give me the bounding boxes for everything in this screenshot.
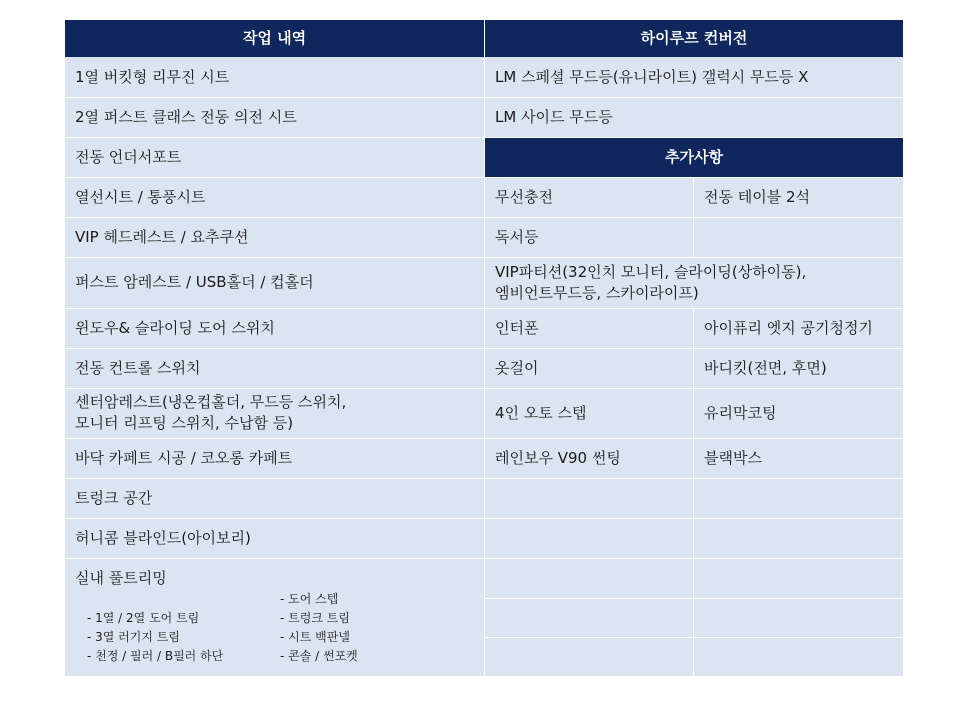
extra-item: 인터폰 <box>495 318 539 337</box>
extra-item: 레인보우 V90 썬팅 <box>495 448 621 467</box>
header-hiroof-conversion: 하이루프 컨버전 <box>485 20 903 57</box>
left-item: 센터암레스트(냉온컵홀더, 무드등 스위치, 모니터 리프팅 스위치, 수납함 등) <box>75 393 347 432</box>
extra-item: 독서등 <box>495 227 539 246</box>
extra-item <box>694 217 903 257</box>
trim-sub-item: - 도어 스텝 <box>280 592 339 606</box>
left-item: 바닥 카페트 시공 / 코오롱 카페트 <box>75 448 293 467</box>
extra-item: 전동 테이블 2석 <box>704 187 811 206</box>
extra-item-wide: VIP파티션(32인치 모니터, 슬라이딩(상하이동), 엠비언트무드등, 스카이라이프) <box>495 262 807 302</box>
left-item: VIP 헤드레스트 / 요추쿠션 <box>75 227 249 246</box>
extra-item: 4인 오토 스텝 <box>495 403 587 422</box>
extra-item: 무선충전 <box>495 187 553 206</box>
trim-sub-item: - 트렁크 트림 <box>280 611 350 625</box>
extra-item: 블랙박스 <box>704 448 762 467</box>
left-item-trim: 실내 풀트리밍 <box>75 568 167 587</box>
trim-sub-item: - 콘솔 / 썬포켓 <box>280 649 358 663</box>
hiroof-item: LM 스페셜 무드등(유니라이트) 갤럭시 무드등 X <box>495 67 809 86</box>
left-item: 전동 컨트롤 스위치 <box>75 358 201 377</box>
left-item: 2열 퍼스트 클래스 전동 의전 시트 <box>75 107 297 126</box>
left-item: 1열 버킷형 리무진 시트 <box>75 67 230 86</box>
left-item: 열선시트 / 통풍시트 <box>75 187 206 206</box>
left-item: 전동 언더서포트 <box>75 147 182 166</box>
trim-sub-item: - 천정 / 필러 / B필러 하단 <box>87 649 224 663</box>
trim-sub-item: - 시트 백판넬 <box>280 630 350 644</box>
header-work-history: 작업 내역 <box>65 20 484 57</box>
left-item: 퍼스트 암레스트 / USB홀더 / 컵홀더 <box>75 273 314 291</box>
left-item: 윈도우& 슬라이딩 도어 스위치 <box>75 318 275 337</box>
hiroof-item: LM 사이드 무드등 <box>495 107 613 126</box>
work-table <box>65 20 903 676</box>
left-item: 트렁크 공간 <box>75 488 153 507</box>
extra-item: 옷걸이 <box>495 358 539 377</box>
extra-item: 아이퓨리 엣지 공기청정기 <box>704 318 873 337</box>
trim-sub-item: - 3열 러기지 트림 <box>87 630 180 644</box>
extra-item: 유리막코팅 <box>704 403 777 422</box>
header-extras: 추가사항 <box>485 137 903 177</box>
trim-sub-item: - 1열 / 2열 도어 트림 <box>87 611 200 625</box>
left-item: 허니콤 블라인드(아이보리) <box>75 528 251 547</box>
extra-item: 바디킷(전면, 후면) <box>704 358 827 377</box>
